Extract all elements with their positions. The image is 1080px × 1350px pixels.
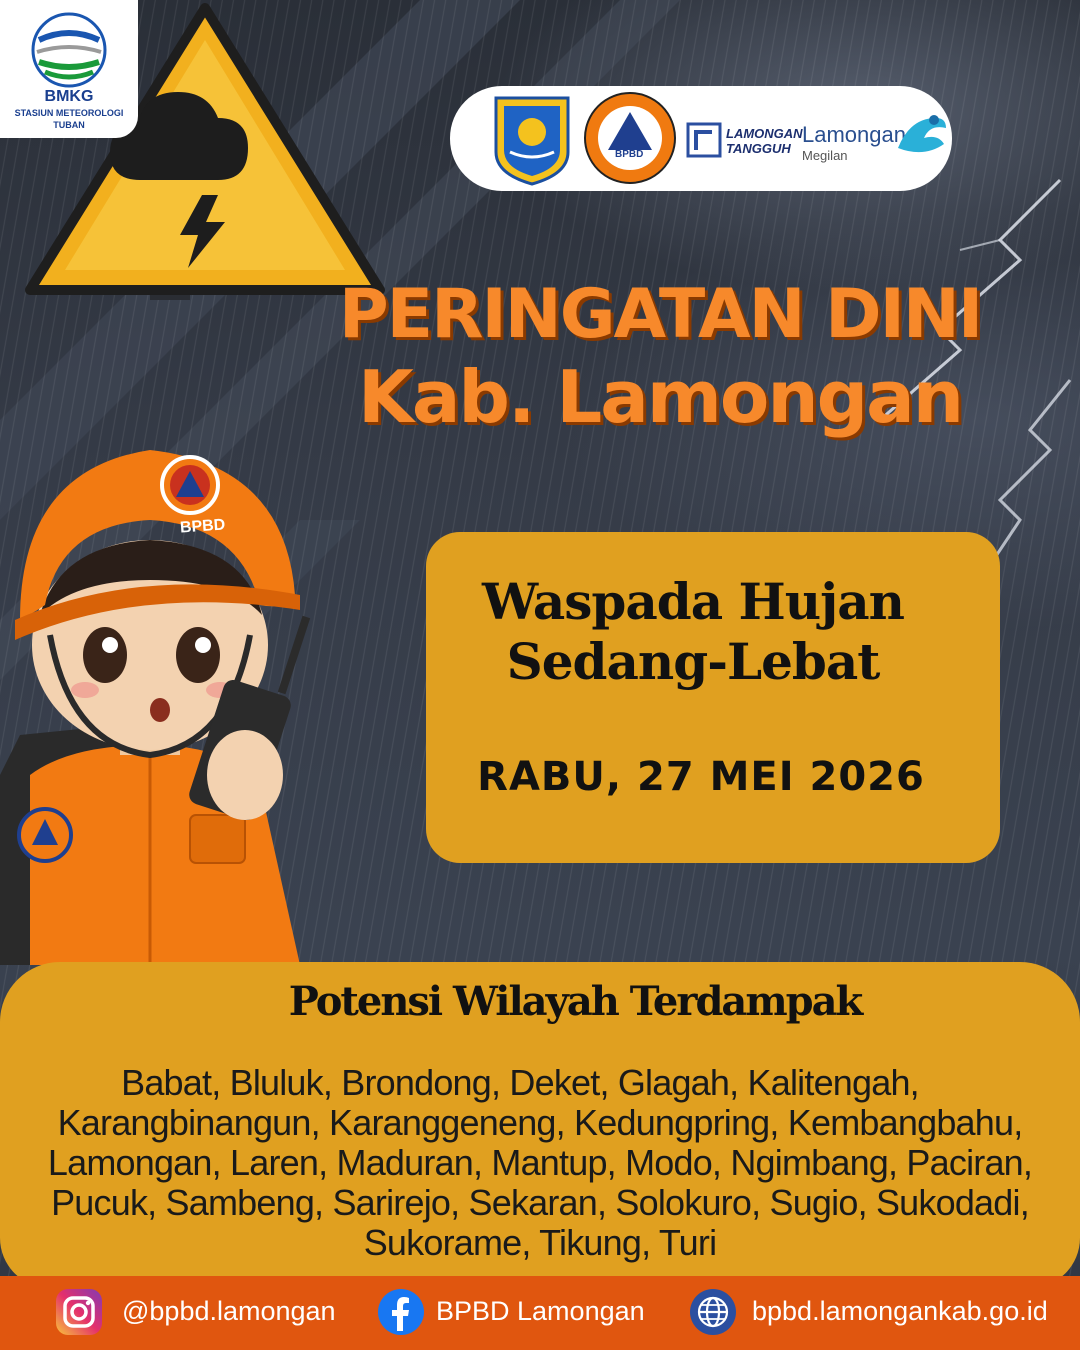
facebook-name: BPBD Lamongan [436,1296,645,1326]
bpbd-badge-icon [582,90,678,186]
title-line-2: Kab. Lamongan [358,355,962,439]
lamongan-megilan-wave-icon [892,104,950,166]
lamongan-regency-crest-icon [490,92,574,186]
warning-card [426,532,1000,863]
lamongan-tangguh-line1: LAMONGAN [726,126,803,141]
instagram-handle: @bpbd.lamongan [122,1296,336,1326]
bpbd-badge-label: BPBD [615,149,644,160]
partner-logos [450,86,952,191]
title-line-1: PERINGATAN DINI [338,275,982,354]
bmkg-name: BMKG [44,88,94,105]
instagram-link[interactable] [0,1276,360,1350]
affected-areas-title: Potensi Wilayah Terdampak [288,978,862,1025]
affected-areas-panel [0,962,1080,1288]
website-url: bpbd.lamongankab.go.id [752,1296,1048,1326]
bmkg-emblem-icon [29,10,109,90]
facebook-link[interactable] [360,1276,680,1350]
area-list-line: Sukorame, Tikung, Turi [363,1222,717,1263]
warning-date: RABU, 27 MEI 2026 [477,754,925,800]
bmkg-station-line2: TUBAN [53,120,85,130]
bmkg-station-line1: STASIUN METEOROLOGI [14,108,124,118]
lamongan-megilan-line2: Megilan [802,148,848,163]
website-link[interactable] [680,1276,1080,1350]
instagram-icon [54,1287,104,1337]
lamongan-tangguh-line2: TANGGUH [726,141,791,156]
globe-icon [688,1287,738,1337]
warning-headline-line2: Sedang-Lebat [506,632,880,691]
area-list-line: Lamongan, Laren, Maduran, Mantup, Modo, Ngimbang, Paciran, [47,1142,1033,1183]
area-list-line: Karangbinangun, Karanggeneng, Kedungpring, Kembangbahu, [57,1102,1023,1143]
lamongan-megilan-line1: Lamongan [802,122,906,147]
facebook-icon [376,1287,426,1337]
warning-headline-line1: Waspada Hujan [482,572,904,631]
lamongan-tangguh-icon [686,120,722,160]
area-list-line: Babat, Bluluk, Brondong, Deket, Glagah, Kalitengah, [121,1062,919,1103]
bmkg-logo [0,0,138,138]
bpbd-rescuer-illustration [0,445,340,965]
footer-social-bar [0,1276,1080,1350]
area-list-line: Pucuk, Sambeng, Sarirejo, Sekaran, Solokuro, Sugio, Sukodadi, [51,1182,1029,1223]
helmet-label: BPBD [179,516,226,537]
